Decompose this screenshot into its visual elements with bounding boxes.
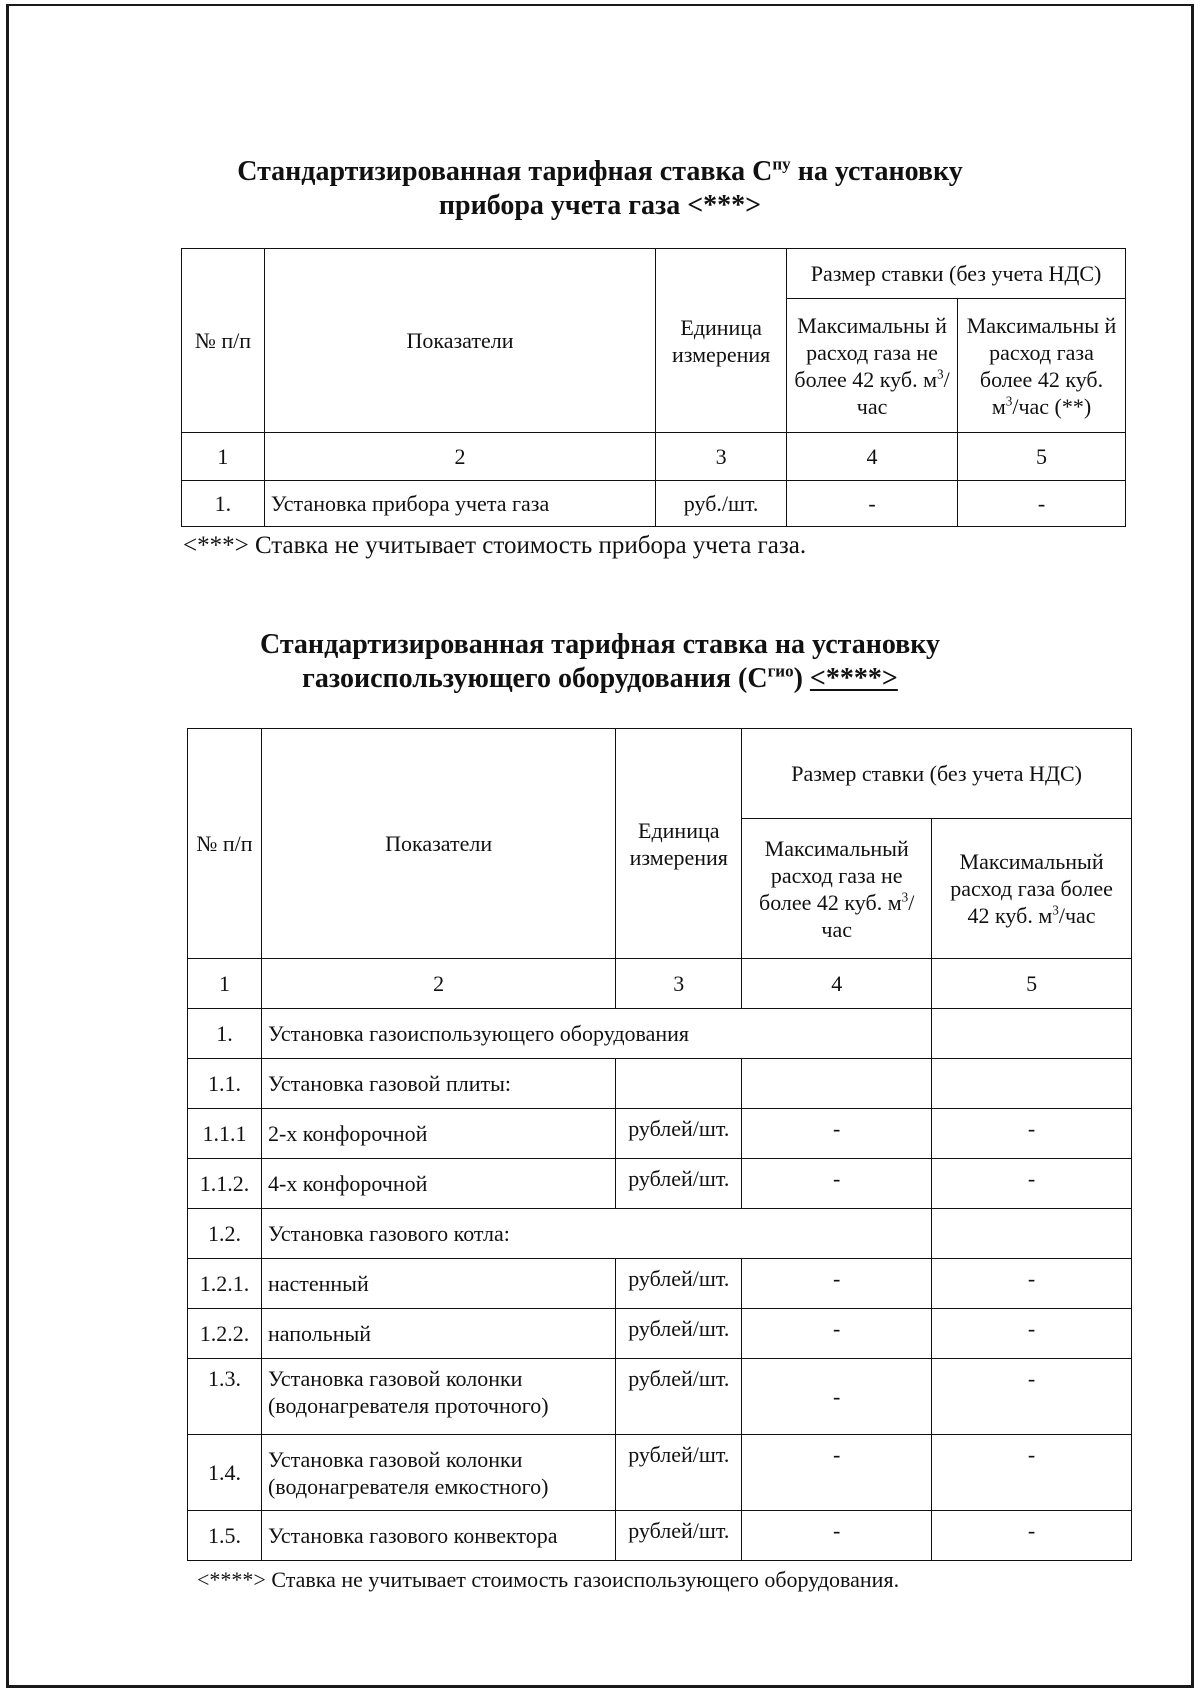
row-value-col5: -: [932, 1159, 1132, 1209]
column-number: 4: [742, 959, 932, 1009]
column-number: 2: [264, 433, 655, 481]
row-name: 2-х конфорочной: [261, 1109, 615, 1159]
row-num: 1.: [182, 481, 265, 527]
row-value-col4: -: [742, 1109, 932, 1159]
section1-title-line2: прибора учета газа <***>: [438, 190, 762, 221]
row-unit: рублей/шт.: [616, 1435, 742, 1511]
column-number-row: [182, 433, 1126, 481]
header-rate-group: Размер ставки (без учета НДС): [787, 249, 1126, 299]
column-number: 5: [958, 433, 1126, 481]
row-unit: рублей/шт.: [616, 1159, 742, 1209]
table-row: [188, 1109, 1132, 1159]
row-name: 4-х конфорочной: [261, 1159, 615, 1209]
column-number: 5: [932, 959, 1132, 1009]
header-indicator: Показатели: [264, 249, 655, 433]
section1-title: [160, 155, 1040, 223]
row-name: Установка прибора учета газа: [264, 481, 655, 527]
column-number: 3: [656, 433, 787, 481]
row-value-col5: -: [932, 1435, 1132, 1511]
header-unit: Единица измерения: [616, 729, 742, 959]
table-row: [188, 1511, 1132, 1561]
row-value-col5: -: [932, 1259, 1132, 1309]
table-row: [188, 1159, 1132, 1209]
row-value-col4: -: [742, 1159, 932, 1209]
column-number: 3: [616, 959, 742, 1009]
table-row: [182, 481, 1126, 527]
row-num: 1.1.1: [188, 1109, 262, 1159]
table-row: [188, 1435, 1132, 1511]
table-row: [188, 1209, 1132, 1259]
row-num: 1.2.1.: [188, 1259, 262, 1309]
row-value-col5: -: [932, 1109, 1132, 1159]
column-number: 4: [787, 433, 958, 481]
header-col5: Максимальны й расход газа более 42 куб. $м^3$/час (**): [958, 299, 1126, 433]
row-value-col5: -: [932, 1359, 1132, 1435]
row-num: 1.5.: [188, 1511, 262, 1561]
footnote-marker: <****>: [809, 663, 898, 694]
row-name: Установка газоиспользующего оборудования: [261, 1009, 931, 1059]
row-unit: рублей/шт.: [616, 1259, 742, 1309]
section2-footnote: <****> Ставка не учитывает стоимость газоиспользующего оборудования.: [197, 1567, 900, 1592]
row-unit: руб./шт.: [656, 481, 787, 527]
row-value-col4: -: [742, 1309, 932, 1359]
row-num: 1.3.: [188, 1359, 262, 1435]
row-value-col4: -: [742, 1259, 932, 1309]
row-num: 1.1.: [188, 1059, 262, 1109]
table-row: [188, 1309, 1132, 1359]
row-unit: рублей/шт.: [616, 1109, 742, 1159]
row-value-col5: -: [932, 1511, 1132, 1561]
row-value-col4: -: [742, 1435, 932, 1511]
row-unit: рублей/шт.: [616, 1359, 742, 1435]
row-value-col4: -: [742, 1511, 932, 1561]
row-name: Установка газовой колонки (водонагревателя проточного): [261, 1359, 615, 1435]
row-value-col5: [932, 1059, 1132, 1109]
section2-table: [187, 728, 1132, 1561]
section2-title-line1: Стандартизированная тарифная ставка на установку: [259, 629, 941, 660]
header-indicator: Показатели: [261, 729, 615, 959]
row-value-col4: -: [742, 1359, 932, 1435]
row-value-col4: -: [787, 481, 958, 527]
section1-title-line1: Стандартизированная тарифная ставка $С^{пу}$ на установку: [237, 154, 963, 187]
row-num: 1.1.2.: [188, 1159, 262, 1209]
table-row: [188, 1059, 1132, 1109]
row-value-col4: [742, 1059, 932, 1109]
column-number: 1: [188, 959, 262, 1009]
table-row: [188, 1359, 1132, 1435]
row-name: Установка газовой колонки (водонагревателя емкостного): [261, 1435, 615, 1511]
row-num: 1.: [188, 1009, 262, 1059]
row-num: 1.2.2.: [188, 1309, 262, 1359]
column-number-row: [188, 959, 1132, 1009]
row-unit: рублей/шт.: [616, 1309, 742, 1359]
header-rate-group: Размер ставки (без учета НДС): [742, 729, 1132, 819]
header-col4: Максимальный расход газа не более 42 куб. $м^3$/час: [742, 819, 932, 959]
section1-table: [181, 248, 1126, 527]
row-value-col5: [932, 1009, 1132, 1059]
row-value-col5: -: [932, 1309, 1132, 1359]
header-col5: Максимальный расход газа более 42 куб. $м^3$/час: [932, 819, 1132, 959]
row-value-col5: -: [958, 481, 1126, 527]
header-num: № п/п: [182, 249, 265, 433]
row-num: 1.2.: [188, 1209, 262, 1259]
header-col4: Максимальны й расход газа не более 42 куб. $м^3$/час: [787, 299, 958, 433]
row-unit: рублей/шт.: [616, 1511, 742, 1561]
section1-footnote: <***> Ставка не учитывает стоимость прибора учета газа.: [183, 532, 807, 559]
row-name: Установка газового конвектора: [261, 1511, 615, 1561]
row-name: настенный: [261, 1259, 615, 1309]
row-name: Установка газовой плиты:: [261, 1059, 615, 1109]
section2-title: [160, 628, 1040, 696]
table-row: [188, 1259, 1132, 1309]
header-unit: Единица измерения: [656, 249, 787, 433]
table-row: [188, 1009, 1132, 1059]
row-name: напольный: [261, 1309, 615, 1359]
row-name: Установка газового котла:: [261, 1209, 931, 1259]
row-num: 1.4.: [188, 1435, 262, 1511]
header-num: № п/п: [188, 729, 262, 959]
row-unit: [616, 1059, 742, 1109]
row-value-col5: [932, 1209, 1132, 1259]
column-number: 2: [261, 959, 615, 1009]
column-number: 1: [182, 433, 265, 481]
section2-title-line2: газоиспользующего оборудования $(С^{гио})$ <****>: [302, 661, 898, 694]
